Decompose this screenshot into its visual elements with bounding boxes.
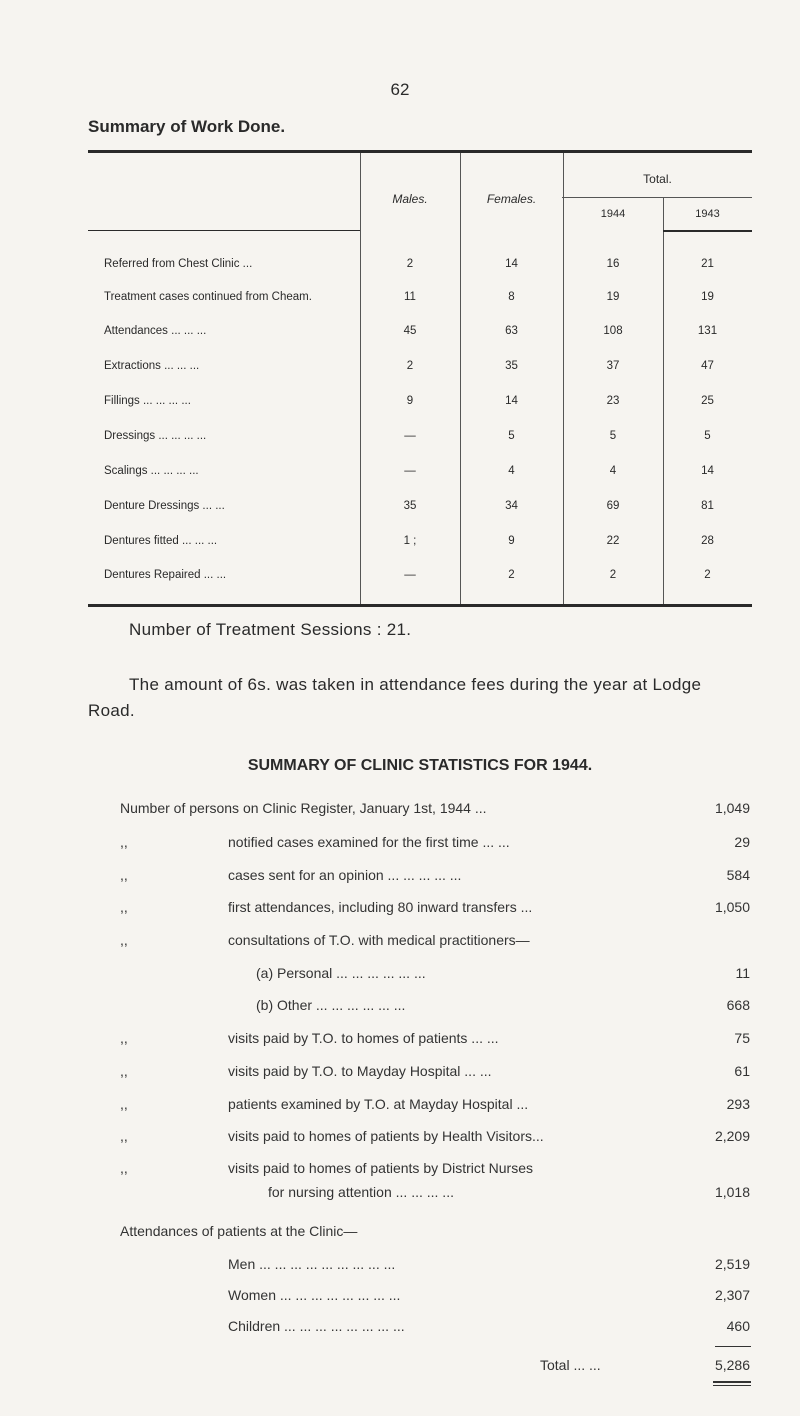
stat-row-continued <box>120 1184 750 1204</box>
stat-value: 1,049 <box>714 800 750 816</box>
treatment-sessions-note: Number of Treatment Sessions : 21. <box>129 620 412 639</box>
cell-total-1944: 19 <box>606 291 620 303</box>
header-1944: 1944 <box>600 208 626 220</box>
attendance-row <box>120 1256 750 1276</box>
cell-total-1943: 5 <box>704 430 711 442</box>
total-row <box>120 1357 750 1377</box>
stat-label: visits paid to homes of patients by Health Visitors... <box>228 1128 544 1144</box>
stat-row <box>120 932 750 952</box>
cell-females: 4 <box>508 465 515 477</box>
stat-value: 1,050 <box>714 899 750 915</box>
stat-value: 584 <box>726 867 750 883</box>
ditto-mark: ,, <box>120 1128 128 1144</box>
row-label: Extractions ... ... ... <box>104 360 200 372</box>
stat-value: 5,286 <box>714 1357 750 1373</box>
cell-females: 14 <box>505 258 518 270</box>
attendances-heading <box>120 1223 750 1243</box>
cell-males: — <box>404 465 416 477</box>
row-label: Scalings ... ... ... ... <box>104 465 199 477</box>
table-row <box>88 360 752 380</box>
cell-total-1944: 22 <box>606 535 620 547</box>
stat-row <box>120 899 750 919</box>
table-row <box>88 465 752 485</box>
attendance-fees-paragraph: The amount of 6s. was taken in attendance fees during the year at Lodge Road. <box>88 675 702 720</box>
cell-males: — <box>404 430 416 442</box>
cell-total-1943: 25 <box>701 395 714 407</box>
page-number: 62 <box>390 80 410 99</box>
ditto-mark: ,, <box>120 1096 128 1112</box>
cell-males: 2 <box>406 258 414 270</box>
ditto-mark: ,, <box>120 1063 128 1079</box>
cell-males: — <box>404 569 416 581</box>
cell-total-1944: 5 <box>609 430 617 442</box>
cell-total-1943: 47 <box>701 360 714 372</box>
cell-females: 63 <box>505 325 518 337</box>
row-label: Referred from Chest Clinic ... <box>104 258 253 270</box>
header-total: Total. <box>643 172 672 186</box>
stat-label: consultations of T.O. with medical practitioners— <box>228 932 530 948</box>
row-label: Fillings ... ... ... ... <box>104 395 191 407</box>
header-rule <box>88 230 360 231</box>
stat-value: 2,519 <box>714 1256 750 1272</box>
total-rule <box>715 1346 751 1347</box>
cell-total-1943: 21 <box>701 258 714 270</box>
table-row <box>88 258 752 278</box>
clinic-statistics-title: SUMMARY OF CLINIC STATISTICS FOR 1944. <box>247 757 593 774</box>
stat-value: 1,018 <box>714 1184 750 1200</box>
table-row <box>88 569 752 589</box>
row-label: Treatment cases continued from Cheam. <box>104 291 312 303</box>
cell-males: 35 <box>403 500 417 512</box>
stat-value: 29 <box>734 834 750 850</box>
row-label: Dentures Repaired ... ... <box>104 569 227 581</box>
cell-females: 14 <box>505 395 518 407</box>
cell-total-1944: 4 <box>609 465 617 477</box>
cell-total-1943: 14 <box>701 465 714 477</box>
stat-label: Attendances of patients at the Clinic— <box>120 1223 358 1239</box>
stat-label: visits paid by T.O. to Mayday Hospital ... ... <box>228 1063 492 1079</box>
stat-sub-row <box>120 997 750 1017</box>
cell-total-1943: 131 <box>697 325 718 337</box>
section-title: Summary of Work Done. <box>88 117 286 136</box>
attendance-row <box>120 1318 750 1338</box>
row-label: Attendances ... ... ... <box>104 325 207 337</box>
cell-total-1943: 28 <box>701 535 714 547</box>
stat-row <box>120 1063 750 1083</box>
table-row <box>88 535 752 555</box>
stat-label: Number of persons on Clinic Register, January 1st, 1944 ... <box>120 800 487 816</box>
ditto-mark: ,, <box>120 1030 128 1046</box>
stat-value: 2,209 <box>714 1128 750 1144</box>
table-bottom-rule <box>88 604 752 607</box>
table-row <box>88 325 752 345</box>
cell-females: 35 <box>505 360 518 372</box>
table-row <box>88 500 752 520</box>
ditto-mark: ,, <box>120 1160 128 1176</box>
cell-total-1944: 23 <box>606 395 620 407</box>
cell-total-1944: 37 <box>606 360 620 372</box>
stat-row <box>120 867 750 887</box>
total-double-rule <box>713 1385 751 1386</box>
stat-value: 61 <box>734 1063 750 1079</box>
attendance-row <box>120 1287 750 1307</box>
table-row <box>88 430 752 450</box>
cell-males: 11 <box>404 291 416 303</box>
stat-row <box>120 1030 750 1050</box>
cell-total-1943: 81 <box>701 500 714 512</box>
cell-males: 45 <box>403 325 417 337</box>
stat-label: notified cases examined for the first time ... ... <box>228 834 510 850</box>
stat-value: 11 <box>735 965 750 981</box>
table-top-rule <box>88 150 752 153</box>
table-row <box>88 291 752 311</box>
stat-label: Women ... ... ... ... ... ... ... ... <box>228 1287 401 1303</box>
header-1943: 1943 <box>695 208 720 220</box>
cell-females: 34 <box>505 500 518 512</box>
stat-value: 293 <box>726 1096 750 1112</box>
cell-females: 2 <box>508 569 515 581</box>
cell-total-1943: 19 <box>701 291 714 303</box>
header-males: Males. <box>392 192 428 206</box>
cell-females: 8 <box>508 291 515 303</box>
stat-label: visits paid to homes of patients by District Nurses <box>228 1160 534 1176</box>
cell-total-1944: 16 <box>606 258 620 270</box>
row-label: Denture Dressings ... ... <box>104 500 225 512</box>
cell-males: 2 <box>406 360 414 372</box>
stat-label: (a) Personal ... ... ... ... ... ... <box>256 965 426 981</box>
ditto-mark: ,, <box>120 867 128 883</box>
stat-label: cases sent for an opinion ... ... ... ... ... <box>228 867 462 883</box>
cell-females: 9 <box>508 535 515 547</box>
ditto-mark: ,, <box>120 932 128 948</box>
stat-register <box>120 800 750 820</box>
stat-row <box>120 1128 750 1148</box>
stat-label: first attendances, including 80 inward transfers ... <box>228 899 533 915</box>
stat-sub-row <box>120 965 750 985</box>
stat-label: Men ... ... ... ... ... ... ... ... ... <box>228 1256 396 1272</box>
cell-males: 1 ; <box>403 535 417 547</box>
total-header-rule <box>562 197 752 198</box>
stat-value: 2,307 <box>714 1287 750 1303</box>
stat-label: for nursing attention ... ... ... ... <box>268 1184 454 1200</box>
stat-label: Total ... ... <box>540 1357 601 1373</box>
stat-label: visits paid by T.O. to homes of patients ... ... <box>228 1030 499 1046</box>
header-rule <box>663 230 752 232</box>
stat-value: 75 <box>734 1030 750 1046</box>
cell-females: 5 <box>508 430 515 442</box>
stat-row <box>120 1160 750 1180</box>
stat-value: 460 <box>726 1318 750 1334</box>
table-row <box>88 395 752 415</box>
row-label: Dentures fitted ... ... ... <box>104 535 218 547</box>
total-double-rule <box>713 1381 751 1383</box>
stat-row <box>120 1096 750 1116</box>
cell-total-1944: 108 <box>603 325 623 337</box>
row-label: Dressings ... ... ... ... <box>104 430 207 442</box>
cell-total-1944: 69 <box>606 500 620 512</box>
stat-value: 668 <box>726 997 750 1013</box>
cell-males: 9 <box>406 395 414 407</box>
header-females: Females. <box>486 192 537 206</box>
ditto-mark: ,, <box>120 899 128 915</box>
ditto-mark: ,, <box>120 834 128 850</box>
stat-label: (b) Other ... ... ... ... ... ... <box>256 997 406 1013</box>
stat-label: patients examined by T.O. at Mayday Hospital ... <box>228 1096 529 1112</box>
stat-row <box>120 834 750 854</box>
cell-total-1943: 2 <box>704 569 711 581</box>
cell-total-1944: 2 <box>609 569 617 581</box>
stat-label: Children ... ... ... ... ... ... ... ... <box>228 1318 405 1334</box>
